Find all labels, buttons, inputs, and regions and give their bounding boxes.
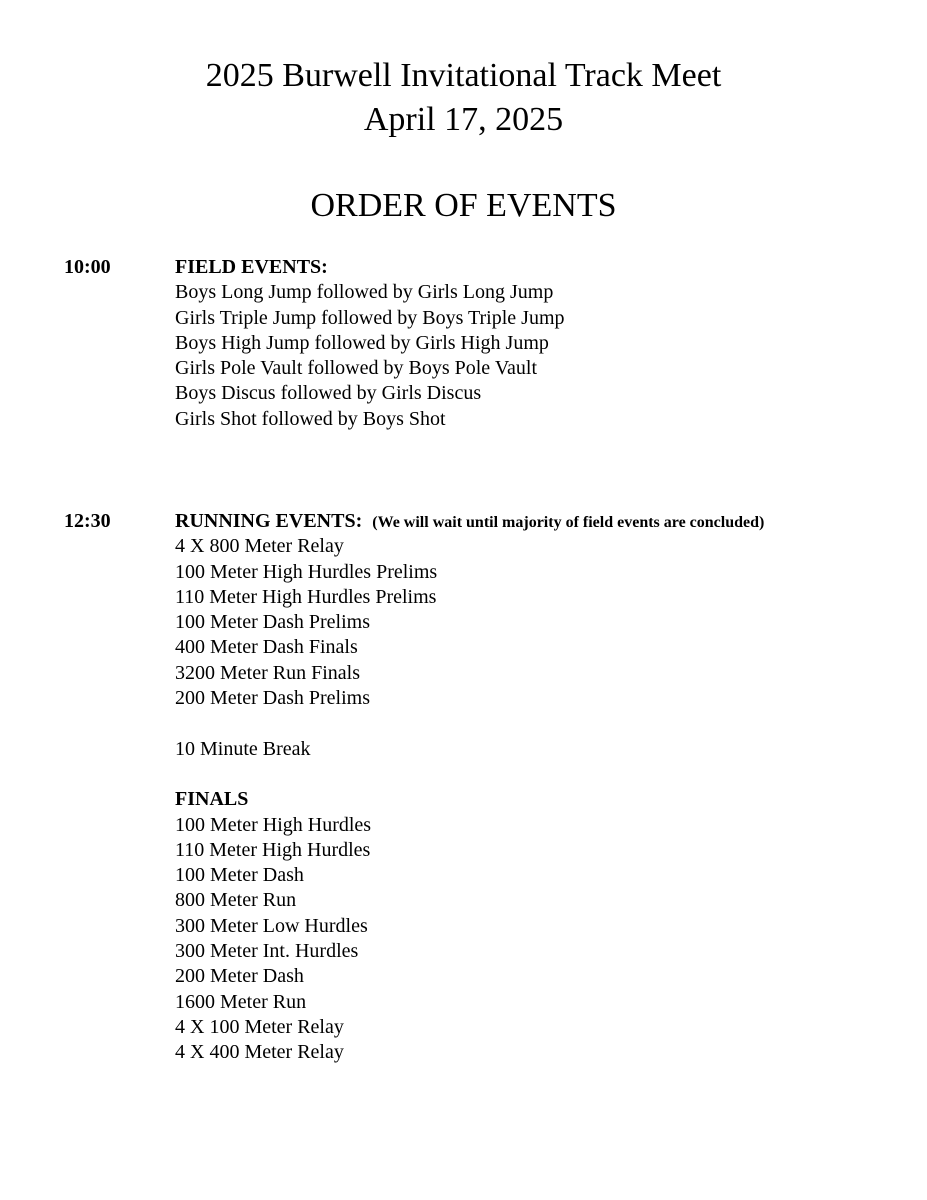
field-event-item: Boys High Jump followed by Girls High Jump bbox=[175, 331, 549, 354]
field-event-item: Boys Discus followed by Girls Discus bbox=[175, 382, 482, 405]
field-event-item: Girls Pole Vault followed by Boys Pole Vault bbox=[175, 357, 538, 380]
running-events-section bbox=[175, 509, 764, 1066]
running-event-item: 100 Meter Dash Prelims bbox=[175, 611, 370, 634]
field-events-label: FIELD EVENTS: bbox=[175, 256, 328, 278]
finals-event-item: 100 Meter High Hurdles bbox=[175, 813, 372, 836]
finals-label: FINALS bbox=[175, 788, 249, 811]
finals-event-item: 1600 Meter Run bbox=[175, 990, 307, 1013]
meet-title: 2025 Burwell Invitational Track Meet bbox=[205, 57, 722, 94]
order-of-events-heading: ORDER OF EVENTS bbox=[310, 187, 617, 224]
finals-event-item: 110 Meter High Hurdles bbox=[175, 838, 371, 861]
field-events-time: 10:00 bbox=[64, 256, 111, 278]
running-event-item: 3200 Meter Run Finals bbox=[175, 661, 360, 684]
running-event-item: 200 Meter Dash Prelims bbox=[175, 687, 370, 710]
running-events-time: 12:30 bbox=[64, 510, 111, 532]
field-events-section bbox=[175, 255, 565, 432]
running-event-item: 4 X 800 Meter Relay bbox=[175, 535, 344, 558]
finals-event-item: 4 X 400 Meter Relay bbox=[175, 1041, 344, 1064]
finals-event-item: 800 Meter Run bbox=[175, 889, 297, 912]
running-event-item: 100 Meter High Hurdles Prelims bbox=[175, 560, 438, 583]
field-event-item: Boys Long Jump followed by Girls Long Jump bbox=[175, 281, 554, 304]
field-event-item: Girls Shot followed by Boys Shot bbox=[175, 407, 446, 430]
finals-event-item: 300 Meter Low Hurdles bbox=[175, 914, 368, 937]
finals-event-item: 200 Meter Dash bbox=[175, 965, 304, 988]
finals-event-item: 4 X 100 Meter Relay bbox=[175, 1015, 344, 1038]
finals-event-item: 300 Meter Int. Hurdles bbox=[175, 940, 359, 963]
finals-event-item: 100 Meter Dash bbox=[175, 864, 304, 887]
running-event-item: 110 Meter High Hurdles Prelims bbox=[175, 585, 437, 608]
break-notice: 10 Minute Break bbox=[175, 737, 311, 760]
meet-date: April 17, 2025 bbox=[363, 101, 564, 138]
running-event-item: 400 Meter Dash Finals bbox=[175, 636, 358, 659]
running-events-note: (We will wait until majority of field events are concluded) bbox=[372, 514, 765, 531]
running-events-label: RUNNING EVENTS: bbox=[175, 510, 363, 532]
field-event-item: Girls Triple Jump followed by Boys Triple Jump bbox=[175, 306, 565, 329]
